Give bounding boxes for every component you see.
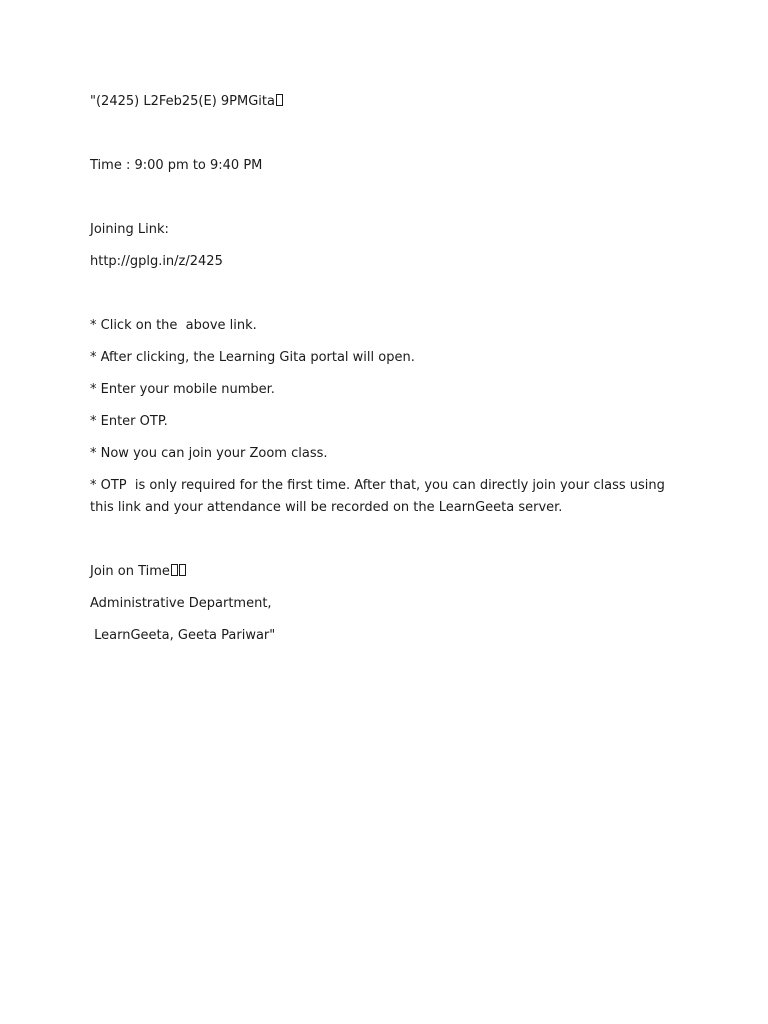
missing-glyph-icon — [276, 94, 283, 106]
message-title — [90, 91, 690, 113]
closing-line-text: Join on Time — [90, 564, 170, 579]
step-item: * Now you can join your Zoom class. — [90, 446, 328, 461]
department-line: Administrative Department, — [90, 596, 272, 611]
document-body — [90, 91, 690, 657]
organization-line: LearnGeeta, Geeta Pariwar" — [90, 628, 276, 643]
step-item: * Enter OTP. — [90, 414, 168, 429]
spacer — [90, 529, 690, 561]
spacer — [90, 123, 690, 155]
missing-glyph-icon — [171, 564, 178, 576]
missing-glyph-icon — [179, 564, 186, 576]
step-item: * OTP is only required for the first time. After that, you can directly join your class using this link and your attendance will be recorded on the LearnGeeta server. — [90, 478, 669, 515]
joining-label: Joining Link: — [90, 222, 169, 237]
step-item: * Click on the above link. — [90, 318, 257, 333]
spacer — [90, 283, 690, 315]
step-item: * Enter your mobile number. — [90, 382, 275, 397]
message-title-text: "(2425) L2Feb25(E) 9PMGita — [90, 94, 275, 109]
joining-url[interactable]: http://gplg.in/z/2425 — [90, 254, 223, 269]
time-line: Time : 9:00 pm to 9:40 PM — [90, 158, 263, 173]
spacer — [90, 187, 690, 219]
closing-line — [90, 561, 690, 583]
step-item: * After clicking, the Learning Gita portal will open. — [90, 350, 415, 365]
